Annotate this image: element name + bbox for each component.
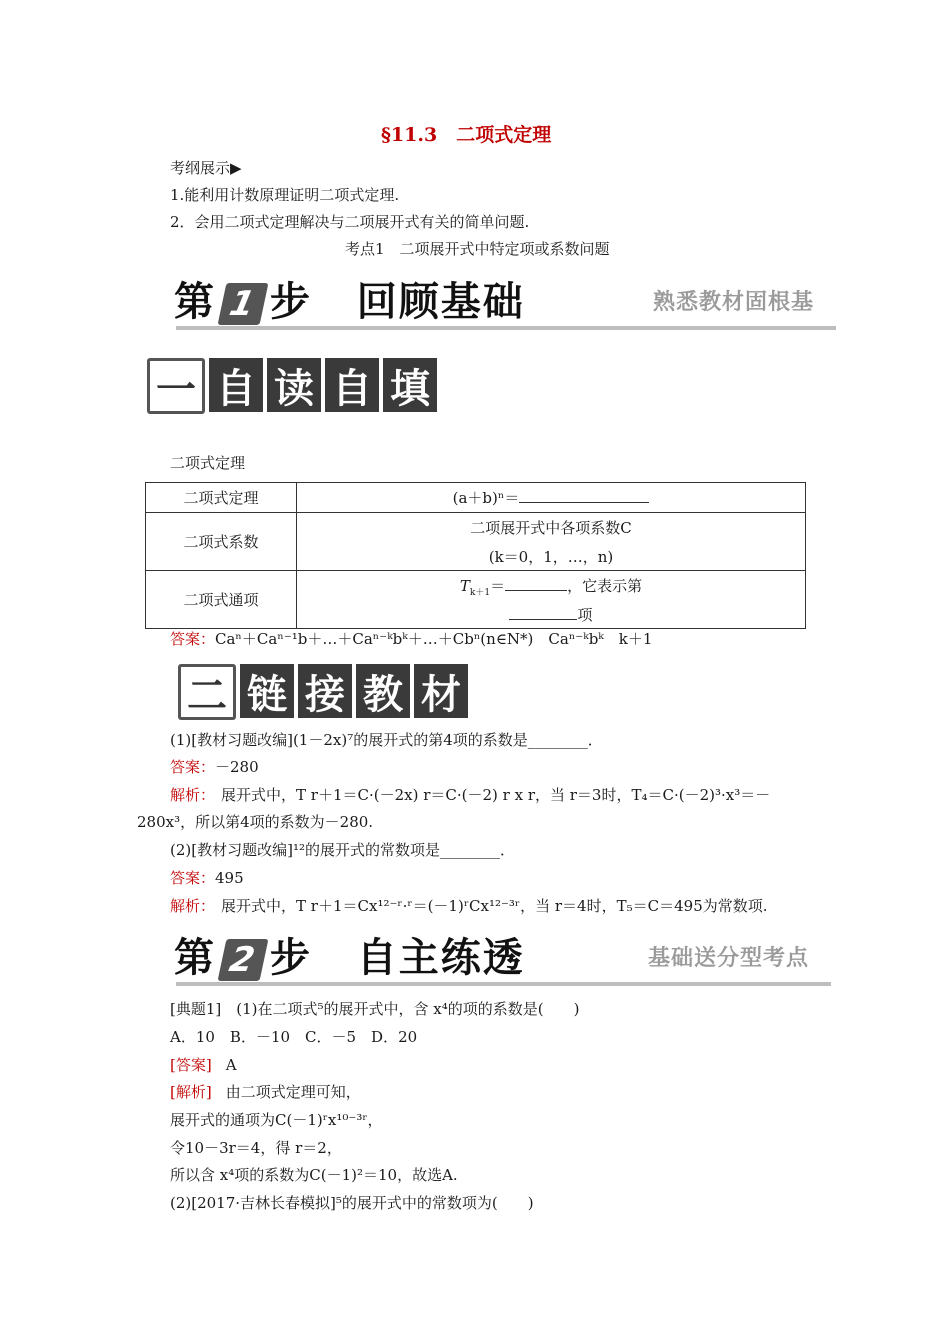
- step2-pre: 第: [174, 935, 216, 981]
- step2-rule: [176, 982, 831, 986]
- section1-heading: [147, 358, 437, 414]
- q1-answer: [170, 760, 259, 775]
- table-row3-line2: 项: [577, 605, 593, 624]
- outline-item-2: 2．会用二项式定理解决与二项展开式有关的简单问题.: [170, 213, 530, 231]
- step1-subtitle: 熟悉教材固根基: [653, 290, 815, 315]
- section1-char-4: 填: [383, 358, 437, 412]
- answer-label: 答案：: [170, 758, 216, 776]
- analysis-text: 由二项式定理可知，: [225, 1083, 361, 1101]
- table-row2-content: [297, 513, 806, 571]
- table-row2-line1: 二项展开式中各项系数C: [470, 518, 632, 537]
- table-row3-label: 二项式通项: [146, 571, 297, 629]
- section2-char-2: 接: [298, 664, 352, 718]
- analysis-label: 解析：: [170, 786, 216, 804]
- blank-field: [509, 607, 577, 620]
- q2-answer: [170, 871, 244, 886]
- section2-char-1: 链: [240, 664, 294, 718]
- dianti-1-analysis: [170, 1085, 361, 1100]
- q1-analysis-cont: 280x³，所以第4项的系数为－280.: [137, 813, 374, 831]
- answer-label: 答案：: [170, 630, 216, 648]
- outline-item-1: 1.能利用计数原理证明二项式定理.: [170, 186, 400, 204]
- step2-subtitle: 基础送分型考点: [648, 946, 810, 971]
- question-1: (1)[教材习题改编](1－2x)⁷的展开式的第4项的系数是________．: [170, 731, 603, 749]
- analysis-label: 解析：: [170, 897, 216, 915]
- blank-field: [505, 578, 567, 591]
- table-caption: 二项式定理: [170, 454, 246, 472]
- table-row1-label: 二项式定理: [146, 483, 297, 513]
- table-row2-line2: (k＝0，1，…，n): [488, 547, 614, 566]
- answer-value: －280: [215, 758, 259, 776]
- step1-rule: [176, 326, 836, 330]
- table-row1-formula: (a＋b)ⁿ＝: [452, 489, 520, 507]
- t-subscript: k＋1: [469, 587, 491, 598]
- step1-num: 1: [218, 283, 269, 325]
- answer-label: [答案]: [170, 1056, 212, 1074]
- answer1: [170, 632, 652, 647]
- answer-value: A: [225, 1056, 237, 1074]
- section2-char-4: 材: [414, 664, 468, 718]
- dianti-1-analysis-3: 令10－3r＝4，得 r＝2，: [170, 1139, 342, 1157]
- step2-banner: [174, 935, 525, 981]
- outline-label: 考纲展示▶: [170, 159, 242, 177]
- dianti-1-q2: (2)[2017·吉林长春模拟]⁵的展开式中的常数项为( ): [170, 1194, 534, 1212]
- binomial-table: [145, 482, 806, 629]
- answer-value: 495: [215, 869, 244, 887]
- section1-char-1: 自: [209, 358, 263, 412]
- analysis-label: [解析]: [170, 1083, 212, 1101]
- section2-heading: [178, 664, 468, 720]
- kaodian-heading: 考点1 二项展开式中特定项或系数问题: [345, 240, 610, 258]
- section1-char-2: 读: [267, 358, 321, 412]
- answer-label: 答案：: [170, 869, 216, 887]
- dianti-1-answer: [170, 1058, 237, 1073]
- blank-field: [519, 490, 649, 503]
- eq-sign: ＝: [490, 576, 506, 595]
- table-row3-content: [297, 571, 806, 629]
- q1-analysis: [170, 788, 770, 803]
- q2-analysis: [170, 899, 768, 914]
- table-row1-content: [297, 483, 806, 513]
- answer-text: Caⁿ＋Caⁿ⁻¹b＋…＋Caⁿ⁻ᵏbᵏ＋…＋Cbⁿ(n∈N*) Caⁿ⁻ᵏbᵏ k＋1: [215, 630, 653, 648]
- dianti-1-options: A．10 B．－10 C．－5 D．20: [170, 1028, 418, 1046]
- table-row2-label: 二项式系数: [146, 513, 297, 571]
- section1-char-3: 自: [325, 358, 379, 412]
- analysis-text: 展开式中，T r＋1＝Cx¹²⁻ʳ·ʳ＝(－1)ʳCx¹²⁻³ʳ，当 r＝4时，T₅＝C＝495为常数项.: [221, 897, 768, 915]
- step1-pre: 第: [174, 279, 216, 325]
- section1-char-0: 一: [147, 358, 205, 414]
- question-2: (2)[教材习题改编]¹²的展开式的常数项是________．: [170, 841, 515, 859]
- step2-num: 2: [218, 939, 269, 981]
- t-symbol: T: [459, 576, 470, 595]
- table-row3-text: ，它表示第: [567, 576, 643, 595]
- dianti-1-analysis-4: 所以含 x⁴项的系数为C(－1)²＝10，故选A.: [170, 1166, 458, 1184]
- step1-post: 步: [270, 279, 312, 325]
- analysis-text: 展开式中，T r＋1＝C·(－2x) r＝C·(－2) r x r，当 r＝3时，T₄＝C·(－2)³·x³＝－: [221, 786, 771, 804]
- step1-banner: [174, 279, 525, 325]
- section2-char-0: 二: [178, 664, 236, 720]
- section2-char-3: 教: [356, 664, 410, 718]
- dianti-1: [典题1] (1)在二项式⁵的展开式中，含 x⁴的项的系数是( ): [170, 1000, 580, 1018]
- step1-main: 回顾基础: [356, 279, 525, 325]
- page-title: §11.3 二项式定理: [381, 124, 552, 146]
- dianti-1-analysis-2: 展开式的通项为C(－1)ʳx¹⁰⁻³ʳ，: [170, 1111, 383, 1129]
- step2-main: 自主练透: [356, 935, 525, 981]
- step2-post: 步: [270, 935, 312, 981]
